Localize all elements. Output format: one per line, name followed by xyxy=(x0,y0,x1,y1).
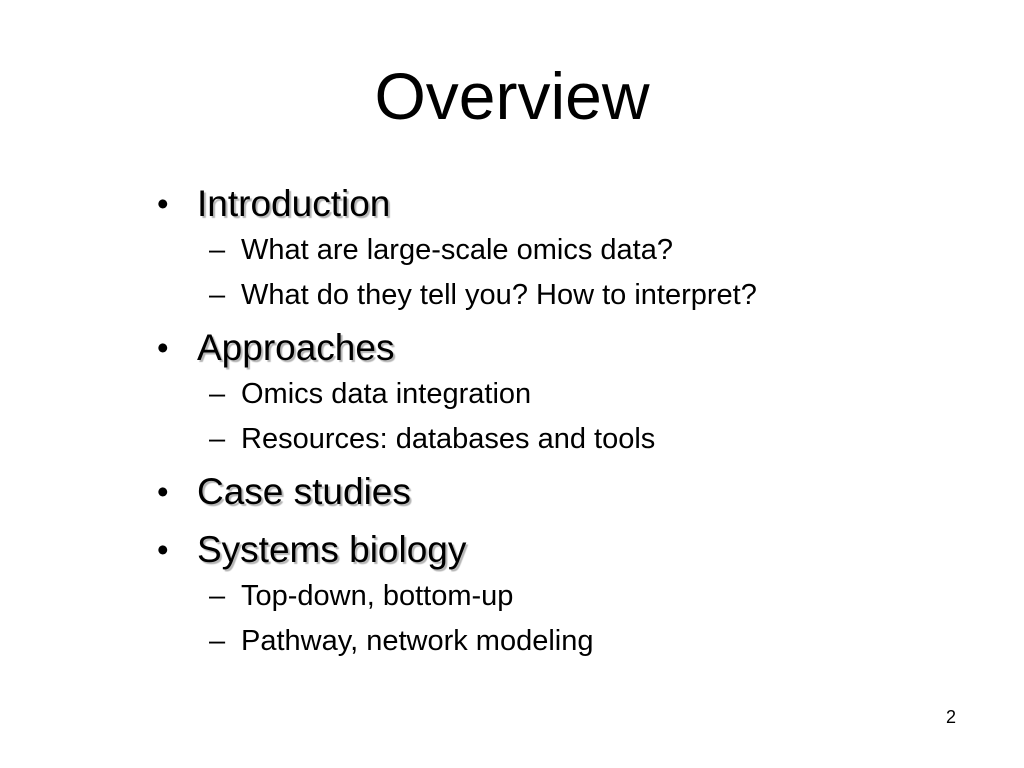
subtopic-list xyxy=(197,372,975,462)
subtopic-item xyxy=(197,372,975,417)
subtopic-label: Resources: databases and tools xyxy=(241,423,656,455)
subtopic-label: What are large-scale omics data? xyxy=(241,234,673,266)
dash-icon: – xyxy=(209,580,226,612)
subtopic-label: Pathway, network modeling xyxy=(241,625,594,657)
subtopic-list xyxy=(197,228,975,318)
slide-title: Overview xyxy=(374,59,650,133)
bullet-icon: • xyxy=(157,531,169,568)
page-number: 2 xyxy=(946,707,957,727)
dash-icon: – xyxy=(209,378,226,410)
subtopic-item xyxy=(197,619,975,664)
topic-label: Approaches xyxy=(197,327,395,368)
topic-item-approaches xyxy=(155,324,975,462)
topic-item-case-studies xyxy=(155,468,975,516)
subtopic-label: Omics data integration xyxy=(241,378,532,410)
dash-icon: – xyxy=(209,625,226,657)
subtopic-label: Top-down, bottom-up xyxy=(241,580,514,612)
topic-label: Case studies xyxy=(197,471,411,512)
bullet-icon: • xyxy=(157,473,169,510)
dash-icon: – xyxy=(209,234,226,266)
subtopic-item xyxy=(197,417,975,462)
subtopic-list xyxy=(197,574,975,664)
subtopic-item xyxy=(197,574,975,619)
topic-item-systems-biology xyxy=(155,526,975,664)
topic-label: Systems biology xyxy=(197,529,467,570)
bullet-icon: • xyxy=(157,329,169,366)
dash-icon: – xyxy=(209,279,226,311)
subtopic-item xyxy=(197,228,975,273)
dash-icon: – xyxy=(209,423,226,455)
outline-list xyxy=(155,180,975,670)
topic-item-introduction xyxy=(155,180,975,318)
subtopic-item xyxy=(197,273,975,318)
subtopic-label: What do they tell you? How to interpret? xyxy=(241,279,757,311)
topic-label: Introduction xyxy=(197,183,391,224)
bullet-icon: • xyxy=(157,185,169,222)
